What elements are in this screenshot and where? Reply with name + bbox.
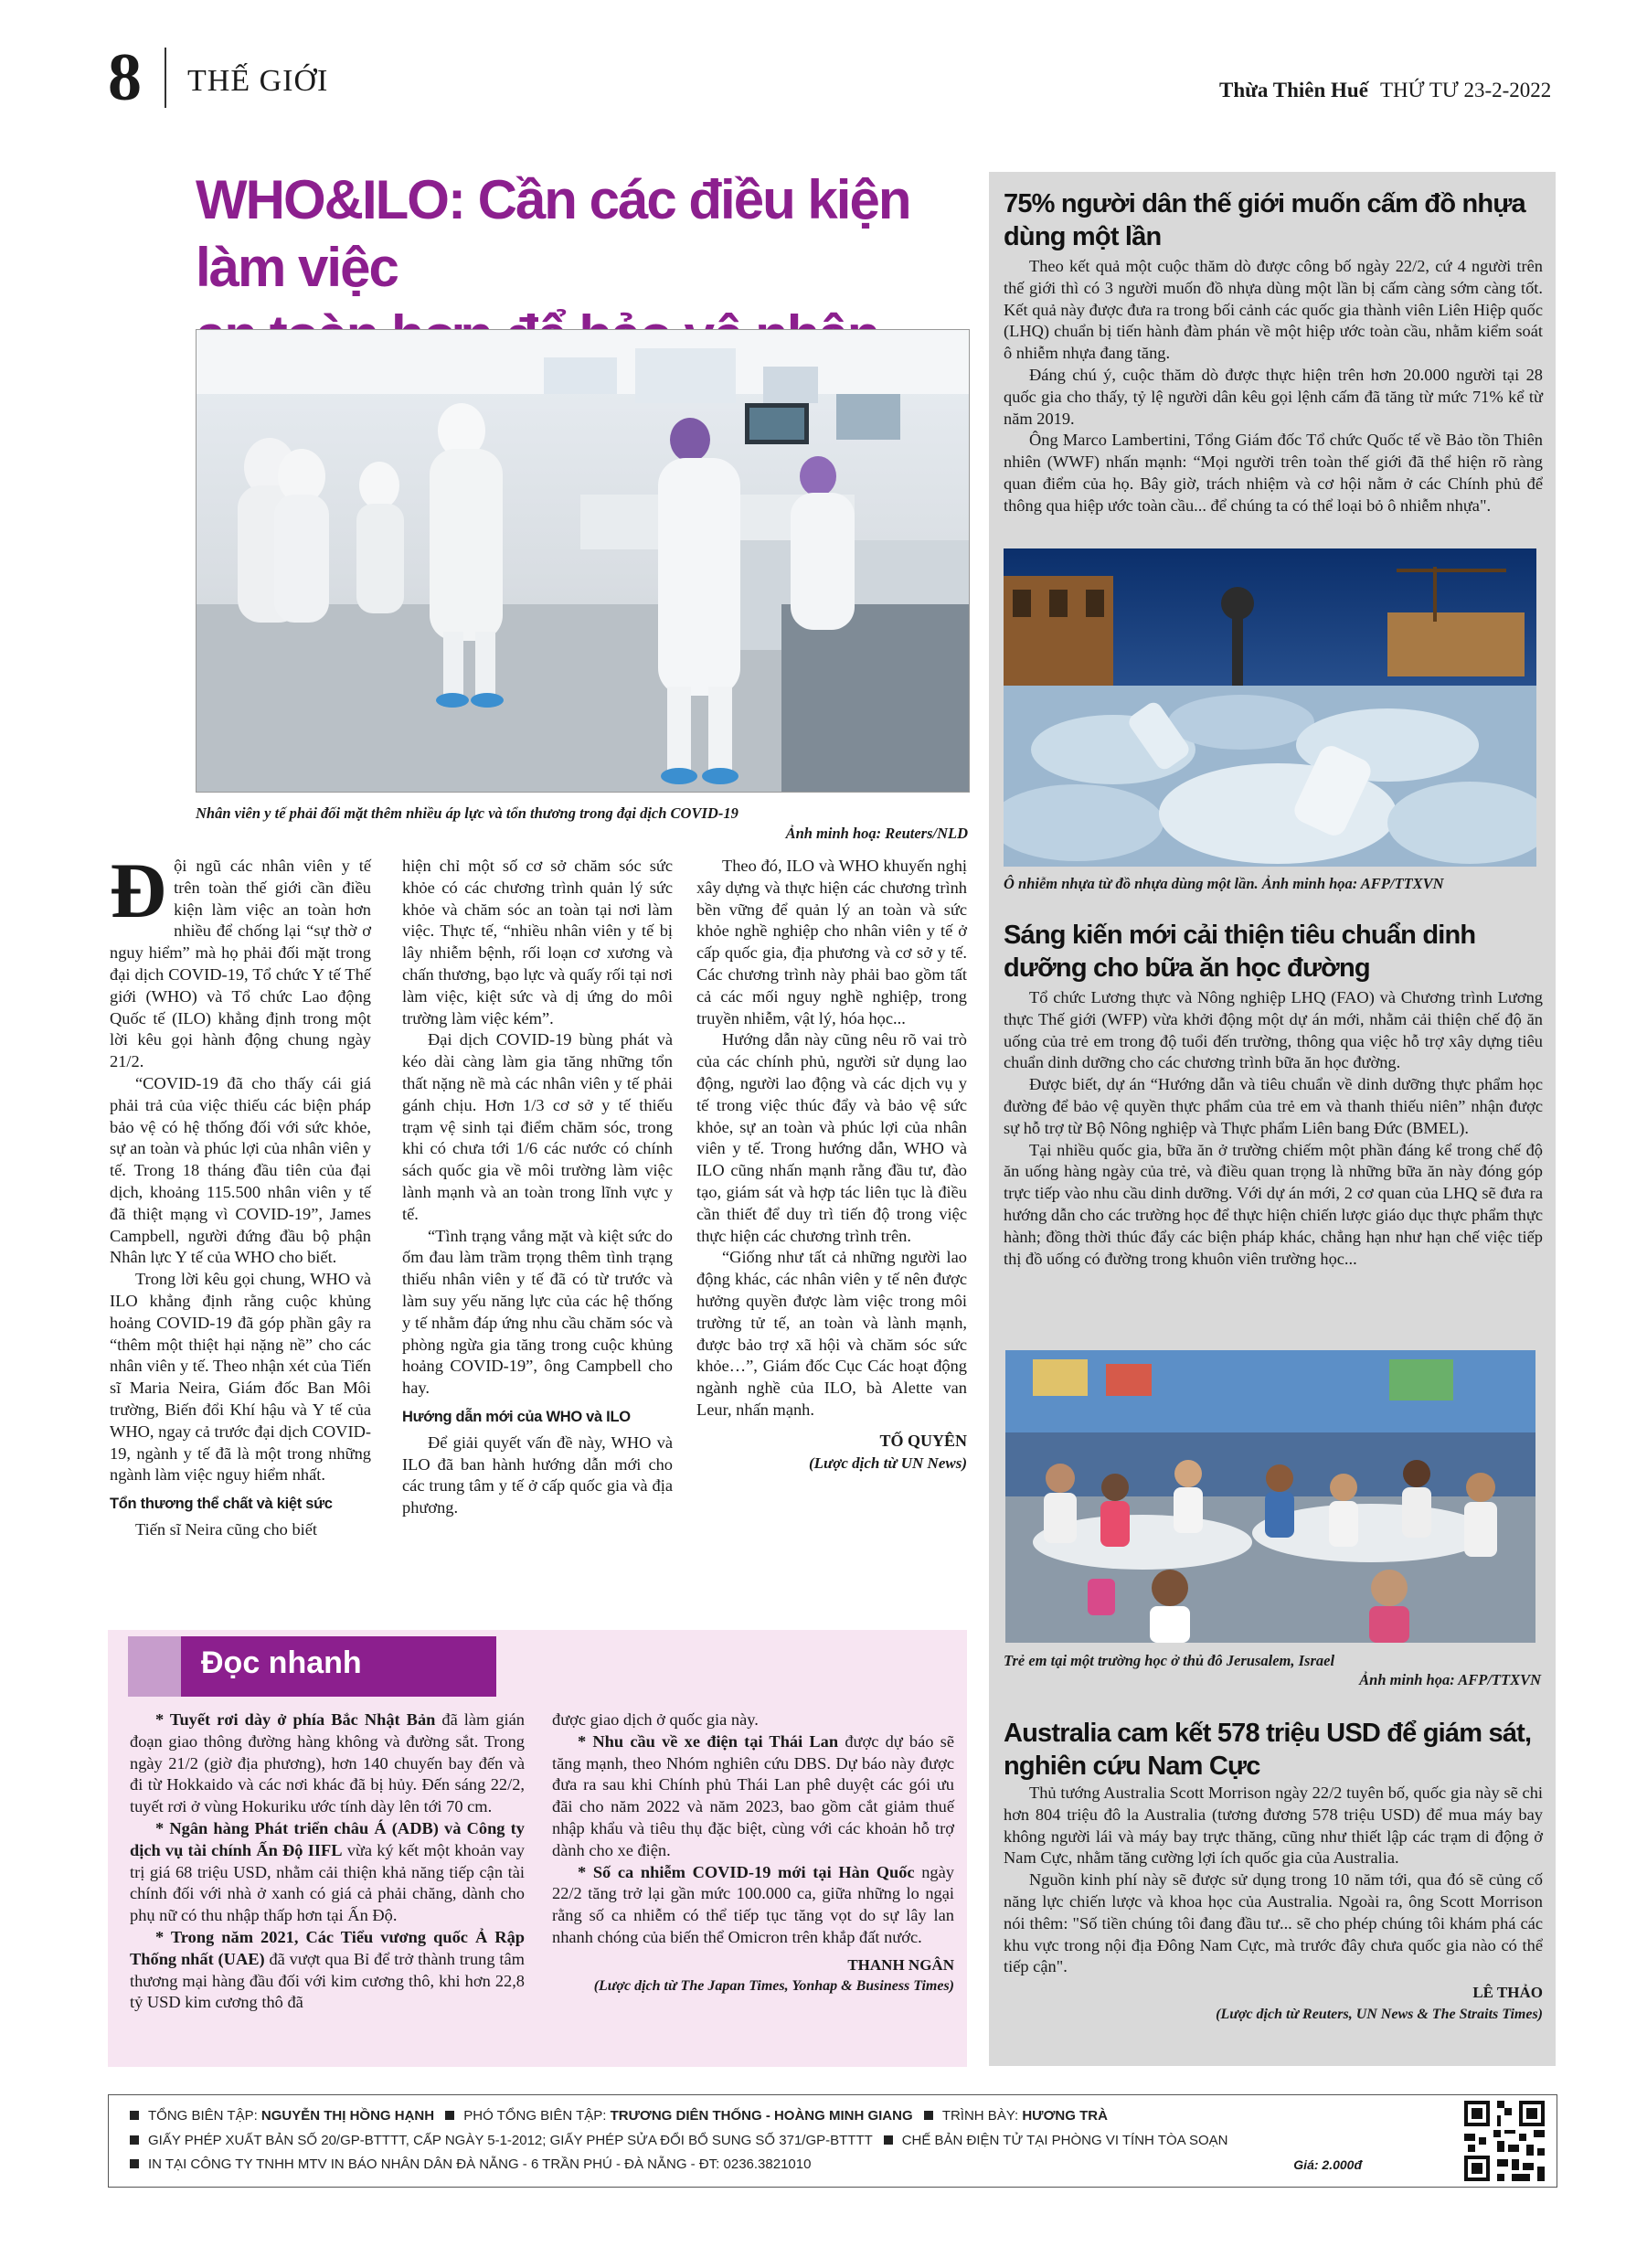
a3-paragraph-2: Nguồn kinh phí này sẽ được sử dụng trong 10 năm tới, qua đó sẽ củng cố năng lực chiến lược và khoa học của Australia. Ngoài ra, ông Scott Morrison nói thêm: "Số tiền chúng tôi đang đầu tư... sẽ cho phép chúng tôi khám phá các khu vực trong nội địa Đông Nam Cực, mà trước đây chưa quốc gia nào có thể tiếp cận". <box>1004 1870 1543 1976</box>
sidebar-photo-2-caption: Trẻ em tại một trường học ở thủ đô Jerusalem, Israel <box>1004 1652 1335 1669</box>
col2-paragraph-1: hiện chỉ một số cơ sở chăm sóc sức khỏe có các chương trình quản lý sức khỏe và chăm sóc an toàn tại nơi làm việc. Thực tế, “nhiều nhân viên y tế bị lây nhiễm bệnh, rối loạn cơ xương và chấn thương, bạo lực và quấy rối tại nơi làm việc, kiệt sức và dị ứng do môi trường làm việc kém”. <box>402 857 673 1028</box>
col2-paragraph-4: Để giải quyết vấn đề này, WHO và ILO đã ban hành hướng dẫn mới cho các trung tâm y tế ở cấp quốc gia và địa phương. <box>402 1432 673 1517</box>
bullet-square-icon <box>130 2111 139 2120</box>
quick-read-tab-accent <box>128 1636 181 1697</box>
sidebar-article-3-body <box>1004 1783 1543 2026</box>
col1-paragraph-1: ội ngũ các nhân viên y tế trên toàn thế giới cần điều kiện làm việc an toàn hơn nhiều để chống lại “sự thờ ơ nguy hiểm” mà họ phải đối mặt trong đại dịch COVID-19, Tổ chức Y tế Thế giới (WHO) và Tổ chức Lao động Quốc tế (ILO) khẳng định trong một lời kêu gọi hành động chung ngày 21/2. <box>110 857 371 1071</box>
sidebar-article-1-title: 75% người dân thế giới muốn cấm đồ nhựa dùng một lần <box>1004 189 1525 251</box>
quick-read-title: Đọc nhanh <box>201 1645 362 1680</box>
quick-item-3: * Trong năm 2021, Các Tiểu vương quốc Ả Rập Thống nhất (UAE) đã vượt qua Bỉ để trở thành trung tâm thương mại hàng đầu đối với kim cương thô, khi hơn 22,8 tỷ USD kim cương thô đã <box>130 1927 525 2012</box>
col2-paragraph-3: “Tình trạng vắng mặt và kiệt sức do ốm đau làm trầm trọng thêm tình trạng thiếu nhân viên y tế đã có từ trước và làm suy yếu năng lực của các hệ thống y tế nhằm đáp ứng nhu cầu chăm sóc và phòng ngừa gia tăng trong cuộc khủng hoảng COVID-19”, ông Campbell cho hay. <box>402 1226 673 1398</box>
quick-read-column-2 <box>552 1709 954 1996</box>
col1-paragraph-2: “COVID-19 đã cho thấy cái giá phải trả của việc thiếu các biện pháp bảo vệ có hệ thống đối với sức khỏe, sự an toàn và phúc lợi của nhân viên y tế. Trong 18 tháng đầu tiên của đại dịch, khoảng 115.500 nhân viên y tế đã thiệt mạng vì COVID-19”, James Campbell, người đứng đầu bộ phận Nhân lực Y tế của WHO cho biết. <box>110 1073 371 1267</box>
bullet-square-icon <box>445 2111 454 2120</box>
col1-paragraph-4: Tiến sĩ Neira cũng cho biết <box>135 1519 318 1539</box>
header-divider <box>165 48 166 108</box>
sidebar-a3-byline: LÊ THẢO <box>1472 1984 1543 2002</box>
sidebar-a3-translation: (Lược dịch từ Reuters, UN News & The Straits Times) <box>1216 2006 1543 2022</box>
col2-paragraph-2: Đại dịch COVID-19 bùng phát và kéo dài càng làm gia tăng những tổn thất nặng nề mà các nhân viên y tế phải gánh chịu. Hơn 1/3 cơ sở y tế thiếu trạm vệ sinh tại điểm chăm sóc, trong khi có chưa tới 1/6 các nước có chính sách quốc gia về môi trường làm việc lành mạnh và an toàn trong lĩnh vực y tế. <box>402 1030 673 1223</box>
sidebar-article-2-title: Sáng kiến mới cải thiện tiêu chuẩn dinh dưỡng cho bữa ăn học đường <box>1004 921 1476 983</box>
school-lunch-photo <box>1005 1350 1535 1643</box>
main-photo-caption: Nhân viên y tế phải đối mặt thêm nhiều áp lực và tổn thương trong đại dịch COVID-19 <box>196 804 738 822</box>
sidebar-photo-2-credit: Ảnh minh họa: AFP/TTXVN <box>1359 1671 1541 1688</box>
sidebar-article-2-body <box>1004 987 1543 1270</box>
sidebar-article-1-body <box>1004 256 1543 517</box>
headline-line-1: WHO&ILO: Cần các điều kiện làm việc <box>196 169 910 298</box>
footer-line-3: IN TẠI CÔNG TY TNHH MTV IN BÁO NHÂN DÂN ĐÀ NẴNG - 6 TRẦN PHÚ - ĐÀ NẴNG - ĐT: 0236.3821010 <box>130 2156 811 2172</box>
a1-paragraph-3: Ông Marco Lambertini, Tổng Giám đốc Tổ chức Quốc tế về Bảo tồn Thiên nhiên (WWF) nhấn mạnh: “Mọi người trên toàn thế giới đã thể hiện rõ ràng quan điểm của họ. Bây giờ, trách nhiệm và cơ hội nằm ở các Chính phủ để thông qua hiệp ước toàn cầu... để chúng ta có thể loại bỏ ô nhiễm nhựa". <box>1004 431 1543 515</box>
price-label: Giá: 2.000đ <box>1293 2157 1362 2172</box>
col3-paragraph-1: Theo đó, ILO và WHO khuyến nghị xây dựng và thực hiện các chương trình bền vững để quản lý an toàn và sức khỏe nghề nghiệp cho nhân viên y tế ở cấp quốc gia, địa phương và cơ sở y tế. Các chương trình này phải bao gồm tất cả các mối nguy nghề nghiệp, trong truyền nhiễm, vật lý, hóa học... <box>696 857 967 1028</box>
article-column-3 <box>696 856 967 1474</box>
main-translation-note: (Lược dịch từ UN News) <box>808 1453 967 1472</box>
footer-line-2: GIẤY PHÉP XUẤT BẢN SỐ 20/GP-BTTTT, CẤP NGÀY 5-1-2012; GIẤY PHÉP SỬA ĐỔI BỔ SUNG SỐ 371/GP-BTTTT CHẾ BẢN ĐIỆN TỬ TẠI PHÒNG VI TÍNH TÒA SOẠN <box>130 2133 1227 2148</box>
newspaper-name: Thừa Thiên Huế <box>1219 79 1368 101</box>
quick-read-column-1 <box>130 1709 525 2014</box>
qr-code-icon[interactable] <box>1461 2097 1548 2185</box>
quick-read-byline: THANH NGÂN <box>847 1955 954 1974</box>
col1-paragraph-3: Trong lời kêu gọi chung, WHO và ILO khẳng định rằng cuộc khủng hoảng COVID-19 đã góp phần gây ra “thêm một thiệt hại nặng nề” cho các nhân viên y tế. Theo nhận xét của Tiến sĩ Maria Neira, Giám đốc Ban Môi trường, Biến đổi Khí hậu và Y tế của WHO, ngay cả trước đại dịch COVID-19, ngành y tế đã là một trong những ngành làm việc nguy hiểm nhất. <box>110 1270 371 1485</box>
footer-line-1: TỔNG BIÊN TẬP: NGUYỄN THỊ HỒNG HẠNH PHÓ TỔNG BIÊN TẬP: TRƯƠNG DIÊN THỐNG - HOÀNG MINH GIANG TRÌNH BÀY: HƯƠNG TRÀ <box>130 2108 1108 2124</box>
col2-subheading: Hướng dẫn mới của WHO và ILO <box>402 1408 631 1425</box>
a2-paragraph-2: Được biết, dự án “Hướng dẫn và tiêu chuẩn về dinh dưỡng thực phẩm học đường để bảo vệ quyền thực phẩm của trẻ em và thanh thiếu niên” nhận được sự hỗ trợ từ Bộ Nông nghiệp và Thực phẩm Liên bang Đức (BMEL). <box>1004 1075 1543 1137</box>
sidebar-photo-1-caption: Ô nhiễm nhựa từ đồ nhựa dùng một lần. Ảnh minh họa: AFP/TTXVN <box>1004 875 1444 892</box>
a1-paragraph-1: Theo kết quả một cuộc thăm dò được công bố ngày 22/2, cứ 4 người trên thế giới thì có 3 người muốn đồ nhựa dùng một lần bị cấm càng sớm càng tốt. Kết quả này được đưa ra trong bối cảnh các quốc gia thành viên Liên Hiệp quốc (LHQ) chuẩn bị tiến hành đàm phán về một hiệp ước toàn cầu, nhằm kiểm soát ô nhiễm nhựa đang tăng. <box>1004 257 1543 363</box>
article-column-2 <box>402 856 673 1519</box>
main-photo-credit: Ảnh minh hoạ: Reuters/NLD <box>785 825 968 842</box>
main-byline: TỐ QUYÊN <box>879 1431 967 1450</box>
issue-date: THỨ TƯ 23-2-2022 <box>1380 79 1552 101</box>
col3-paragraph-2: Hướng dẫn này cũng nêu rõ vai trò của các chính phủ, người sử dụng lao động, người lao động và các dịch vụ y tế trong việc thúc đẩy và bảo vệ sức khỏe, sự an toàn và phúc lợi của nhân viên y tế. Trong hướng dẫn, WHO và ILO cũng nhấn mạnh rằng đầu tư, đào tạo, giám sát và hợp tác liên tục là điều cần thiết để duy trì tiến độ trong việc thực hiện các chương trình trên. <box>696 1030 967 1245</box>
col3-paragraph-3: “Giống như tất cả những người lao động khác, các nhân viên y tế nên được hưởng quyền được làm việc trong môi trường tử tế, an toàn và lành mạnh, được bảo trợ xã hội và chăm sóc sức khỏe…”, Giám đốc Cục Các hoạt động ngành nghề của ILO, bà Alette van Leur, nhấn mạnh. <box>696 1248 967 1419</box>
col1-subheading: Tổn thương thể chất và kiệt sức <box>110 1496 333 1513</box>
section-title: THẾ GIỚI <box>187 64 329 98</box>
a2-paragraph-3: Tại nhiều quốc gia, bữa ăn ở trường chiếm một phần đáng kể trong chế độ ăn uống hàng ngày của trẻ, và điều quan trọng là những bữa ăn này đóng góp trực tiếp vào nhu cầu dinh dưỡng. Với dự án mới, 2 cơ quan của LHQ sẽ đưa ra hướng dẫn cho các trường học để thực hiện chiến lược giáo dục thực phẩm thực hành; đồng thời thúc đẩy các biện pháp khác, chẳng hạn như hạn chế việc tiếp thị đồ uống có đường trong khuôn viên trường học... <box>1004 1140 1543 1268</box>
a3-paragraph-1: Thủ tướng Australia Scott Morrison ngày 22/2 tuyên bố, quốc gia này sẽ chi hơn 804 triệu đô la Australia (tương đương 578 triệu USD) để mua máy bay không người lái và máy bay trực thăng, cũng như thiết lập các trạm di động ở Nam Cực, nhằm tăng cường lợi ích quốc gia của Australia. <box>1004 1784 1543 1868</box>
plastic-bottles-photo <box>1004 548 1536 867</box>
a2-paragraph-1: Tổ chức Lương thực và Nông nghiệp LHQ (FAO) và Chương trình Lương thực Thế giới (WFP) vừa khởi động một dự án mới, nhằm cải thiện chế độ ăn uống của trẻ em trong độ tuổi đến trường, thông qua việc hỗ trợ xây dựng tiêu chuẩn dinh dưỡng cho các chương trình bữa ăn học đường. <box>1004 988 1543 1072</box>
bullet-square-icon <box>130 2159 139 2168</box>
article-column-1 <box>110 847 371 1541</box>
sidebar-article-3-title: Australia cam kết 578 triệu USD để giám sát, nghiên cứu Nam Cực <box>1004 1719 1532 1781</box>
quick-item-5: * Số ca nhiễm COVID-19 mới tại Hàn Quốc ngày 22/2 tăng trở lại gần mức 100.000 ca, giữa những lo ngại rằng số ca nhiễm có thể tiếp tục tăng vọt do sự lây lan nhanh chóng của biến thể Omicron trên khắp đất nước. <box>552 1862 954 1946</box>
icu-photo <box>196 329 970 793</box>
drop-cap: Đ <box>110 847 167 934</box>
quick-item-4: * Nhu cầu về xe điện tại Thái Lan được dự báo sẽ tăng mạnh, theo Nhóm nghiên cứu DBS. Dự báo này được đưa ra sau khi Chính phủ Thái Lan phê duyệt các gói ưu đãi cho năm 2022 và năm 2023, bao gồm cắt giảm thuế nhập khẩu và tiêu thụ đặc biệt, cùng với các khoản hỗ trợ dành cho xe điện. <box>552 1731 954 1859</box>
quick-item-2: * Ngân hàng Phát triển châu Á (ADB) và Công ty dịch vụ tài chính Ấn Độ IIFL vừa ký kết một khoản vay trị giá 68 triệu USD, nhằm cải thiện khả năng tiếp cận tài chính đối với nhà ở xanh có giá cả phải chăng, dành cho phụ nữ có thu nhập thấp hơn tại Ấn Độ. <box>130 1818 525 1925</box>
bullet-square-icon <box>130 2135 139 2145</box>
quick-read-translation: (Lược dịch từ The Japan Times, Yonhap & Business Times) <box>593 1977 954 1994</box>
quick-item-3-cont: được giao dịch ở quốc gia này. <box>552 1710 759 1729</box>
quick-item-1: * Tuyết rơi dày ở phía Bắc Nhật Bản đã làm gián đoạn giao thông đường hàng không và đường sắt. Trong ngày 21/2 (giờ địa phương), hơn 140 chuyến bay đến và đi từ Hokkaido và các nơi khác đã bị hủy. Đến sáng 22/2, tuyết rơi ở vùng Hokuriku ước tính dày lên tới 70 cm. <box>130 1710 525 1816</box>
page-number: 8 <box>108 40 142 115</box>
bullet-square-icon <box>884 2135 893 2145</box>
bullet-square-icon <box>924 2111 933 2120</box>
a1-paragraph-2: Đáng chú ý, cuộc thăm dò được thực hiện trên hơn 20.000 người tại 28 quốc gia cho thấy, tỷ lệ người dân kêu gọi lệnh cấm đã tăng từ mức 71% kể từ năm 2019. <box>1004 365 1543 428</box>
